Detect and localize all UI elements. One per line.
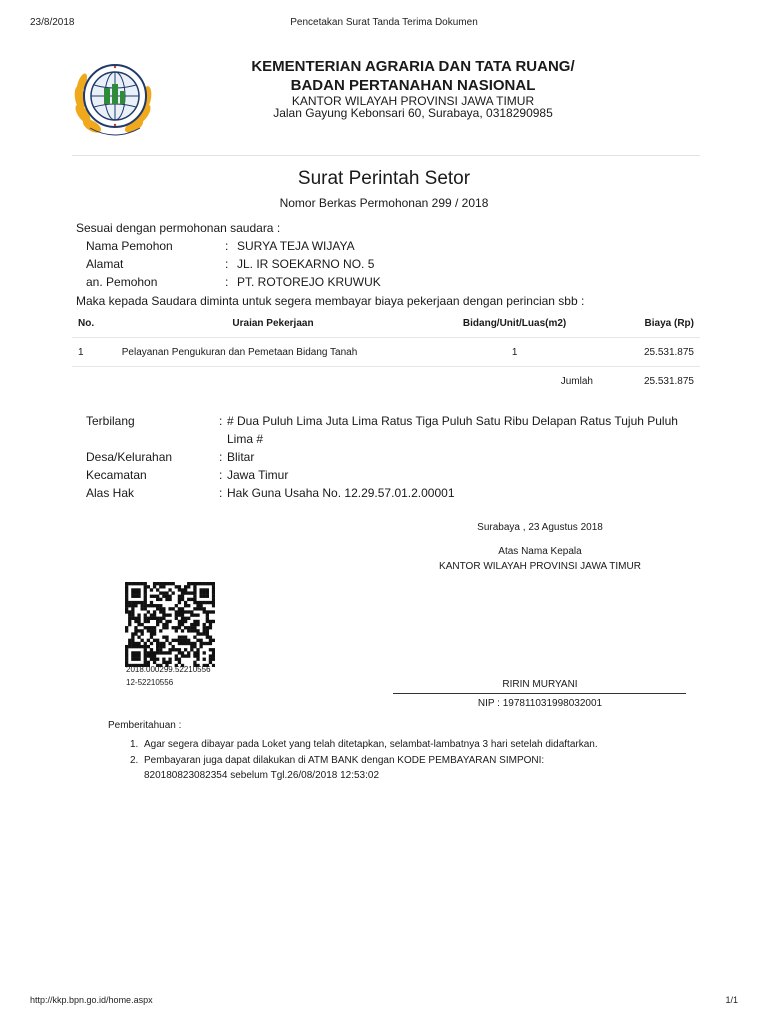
kecamatan-value: Jawa Timur bbox=[227, 468, 289, 482]
header-description: Uraian Pekerjaan bbox=[116, 309, 431, 338]
colon: : bbox=[225, 239, 229, 253]
office-address: Jalan Gayung Kebonsari 60, Surabaya, 0318290985 bbox=[273, 106, 553, 120]
qr-caption-line1: 2018.000299.52210556 bbox=[126, 665, 211, 674]
row-description: Pelayanan Pengukuran dan Pemetaan Bidang Tanah bbox=[116, 338, 431, 367]
applicant-name-label: Nama Pemohon bbox=[86, 239, 173, 253]
ministry-name-line2: BADAN PERTANAHAN NASIONAL bbox=[290, 77, 536, 94]
empty-cell bbox=[116, 367, 431, 396]
colon: : bbox=[219, 450, 223, 464]
print-date: 23/8/2018 bbox=[30, 17, 75, 28]
row-quantity: 1 bbox=[430, 338, 599, 367]
desa-label: Desa/Kelurahan bbox=[86, 450, 173, 464]
terbilang-label: Terbilang bbox=[86, 414, 135, 428]
document-number: Nomor Berkas Permohonan 299 / 2018 bbox=[279, 196, 489, 210]
signature-office: KANTOR WILAYAH PROVINSI JAWA TIMUR bbox=[439, 561, 641, 572]
terbilang-value: # Dua Puluh Lima Juta Lima Ratus Tiga Puluh Satu Ribu Delapan Ratus Tujuh Puluh Lima # bbox=[227, 414, 678, 446]
colon: : bbox=[225, 275, 229, 289]
applicant-address-label: Alamat bbox=[86, 257, 124, 271]
applicant-name-value: SURYA TEJA WIJAYA bbox=[237, 239, 355, 253]
qr-caption-line2: 12-52210556 bbox=[126, 678, 174, 687]
notice-number: 2. bbox=[130, 755, 139, 766]
total-row bbox=[72, 367, 700, 396]
applicant-company-value: PT. ROTOREJO KRUWUK bbox=[237, 275, 381, 289]
empty-cell bbox=[72, 367, 116, 396]
signature-place-date: Surabaya , 23 Agustus 2018 bbox=[477, 522, 603, 533]
ministry-name-line1: KEMENTERIAN AGRARIA DAN TATA RUANG/ bbox=[251, 58, 575, 75]
total-label: Jumlah bbox=[560, 375, 593, 387]
row-no: 1 bbox=[72, 338, 116, 367]
signature-on-behalf: Atas Nama Kepala bbox=[498, 546, 582, 557]
desa-value: Blitar bbox=[227, 450, 255, 464]
intro-text: Sesuai dengan permohonan saudara : bbox=[76, 221, 281, 235]
cost-table bbox=[72, 309, 700, 395]
alas-hak-value: Hak Guna Usaha No. 12.29.57.01.2.00001 bbox=[227, 486, 455, 500]
kecamatan-label: Kecamatan bbox=[86, 468, 147, 482]
document-title: Surat Perintah Setor bbox=[297, 168, 471, 189]
notice-list bbox=[130, 737, 610, 784]
header-no: No. bbox=[72, 309, 116, 338]
notice-text: Agar segera dibayar pada Loket yang telah ditetapkan, selambat-lambatnya 3 hari setelah didaftarkan. bbox=[144, 739, 598, 750]
office-name: KANTOR WILAYAH PROVINSI JAWA TIMUR bbox=[291, 94, 535, 108]
print-page-number: 1/1 bbox=[725, 995, 738, 1005]
notice-item bbox=[130, 737, 610, 752]
colon: : bbox=[225, 257, 229, 271]
notice-title: Pemberitahuan : bbox=[108, 720, 182, 731]
header-quantity: Bidang/Unit/Luas(m2) bbox=[430, 309, 599, 338]
payment-request-text: Maka kepada Saudara diminta untuk segera membayar biaya pekerjaan dengan perincian sbb : bbox=[76, 294, 585, 308]
notice-item bbox=[130, 753, 610, 783]
header-divider bbox=[72, 155, 700, 156]
signatory-name: RIRIN MURYANI bbox=[502, 679, 578, 690]
colon: : bbox=[219, 468, 223, 482]
print-url: http://kkp.bpn.go.id/home.aspx bbox=[30, 995, 153, 1005]
colon: : bbox=[219, 414, 223, 428]
print-page-title: Pencetakan Surat Tanda Terima Dokumen bbox=[290, 17, 478, 28]
table-header-row bbox=[72, 309, 700, 338]
signature-line bbox=[393, 693, 686, 694]
applicant-company-label: an. Pemohon bbox=[86, 275, 158, 289]
header-cost: Biaya (Rp) bbox=[599, 309, 700, 338]
applicant-address-value: JL. IR SOEKARNO NO. 5 bbox=[237, 257, 375, 271]
signatory-nip: NIP : 197811031998032001 bbox=[477, 698, 603, 709]
notice-number: 1. bbox=[130, 739, 139, 750]
row-cost: 25.531.875 bbox=[599, 338, 700, 367]
table-row bbox=[72, 338, 700, 367]
alas-hak-label: Alas Hak bbox=[86, 486, 135, 500]
colon: : bbox=[219, 486, 223, 500]
total-value: 25.531.875 bbox=[643, 375, 694, 387]
notice-text: Pembayaran juga dapat dilakukan di ATM BANK dengan KODE PEMBAYARAN SIMPONI: 820180823082354 sebelum Tgl.26/08/2018 12:53:02 bbox=[144, 755, 545, 781]
qr-code-icon bbox=[125, 582, 215, 667]
